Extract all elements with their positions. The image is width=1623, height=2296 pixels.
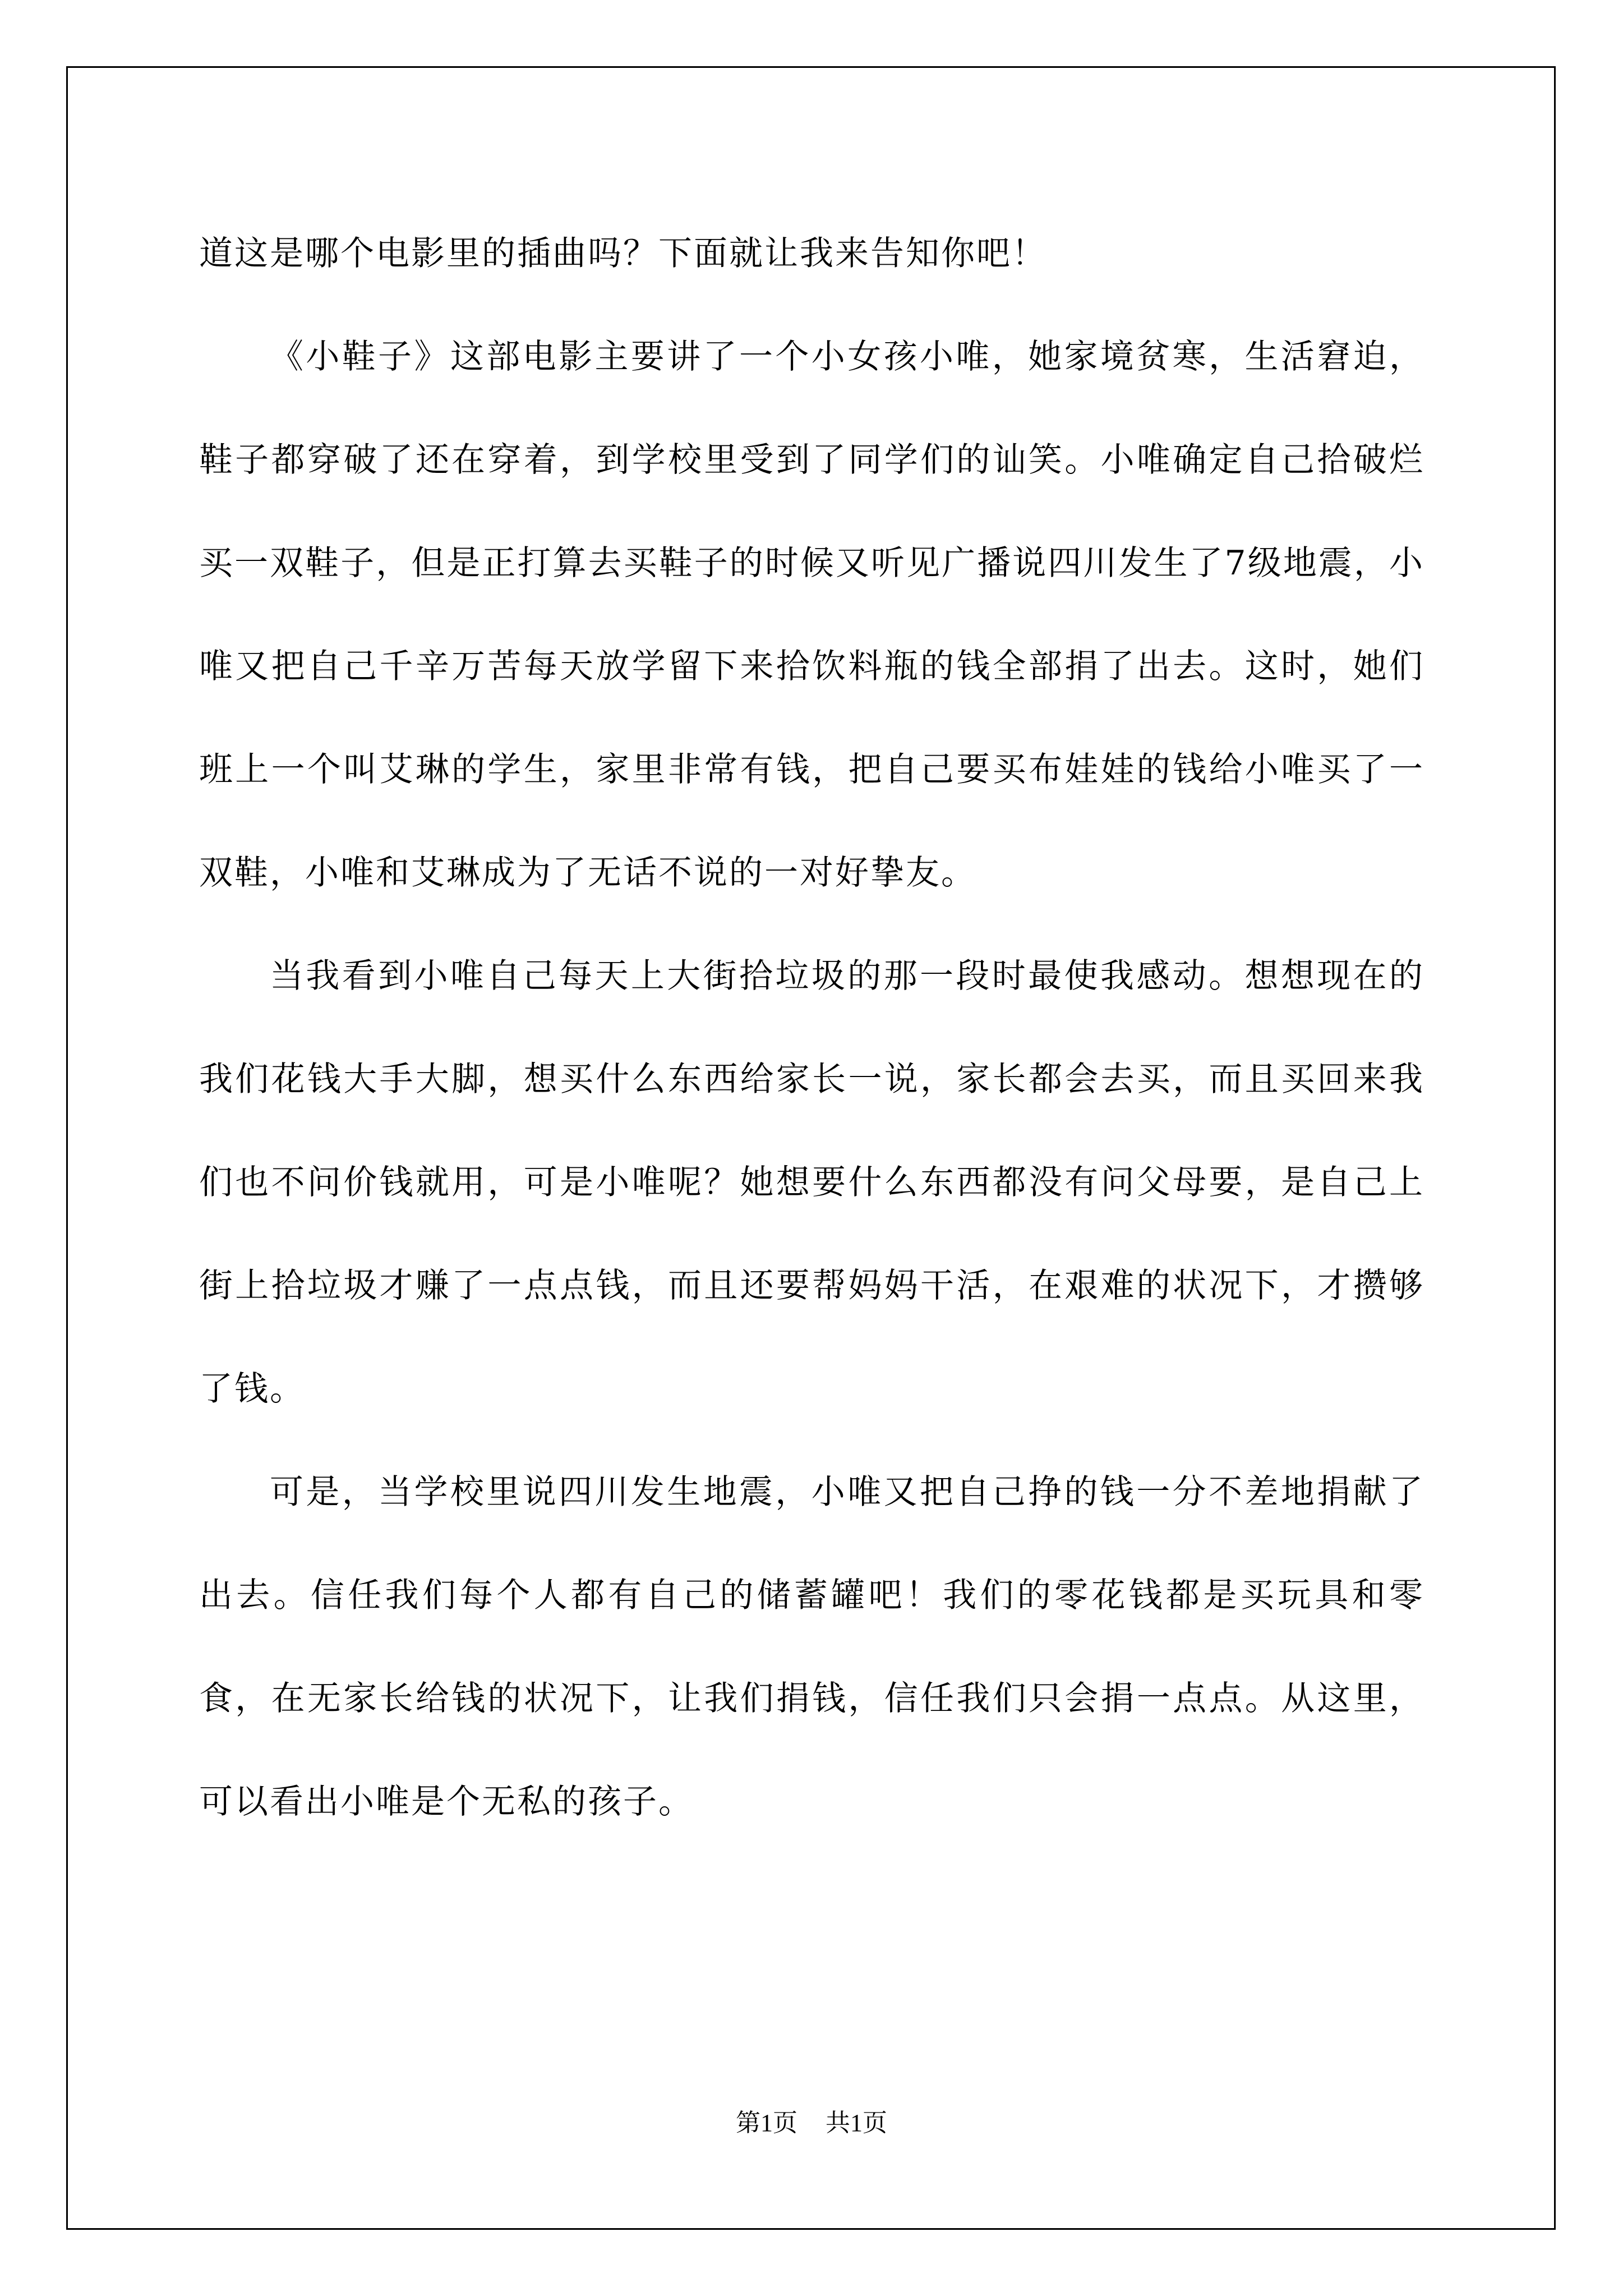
paragraph-3: 当我看到小唯自己每天上大街拾垃圾的那一段时最使我感动。想想现在的我们花钱大手大脚，想买什么东西给家长一说，家长都会去买，而且买回来我们也不问价钱就用，可是小唯呢？她想要什么东西都没有问父母要，是自己上街上拾垃圾才赚了一点点钱，而且还要帮妈妈干活，在艰难的状况下，才攒够了钱。 — [199, 956, 1424, 1409]
paragraph-4: 可是，当学校里说四川发生地震，小唯又把自己挣的钱一分不差地捐献了出去。信任我们每个人都有自己的储蓄罐吧！我们的零花钱都是买玩具和零食，在无家长给钱的状况下，让我们捐钱，信任我们只会捐一点点。从这里，可以看出小唯是个无私的孩子。 — [199, 1473, 1424, 1821]
page-total: 共1页 — [826, 2109, 887, 2137]
page-number: 第1页 — [736, 2109, 797, 2137]
paragraph-2: 《小鞋子》这部电影主要讲了一个小女孩小唯，她家境贫寒，生活窘迫，鞋子都穿破了还在穿着，到学校里受到了同学们的讪笑。小唯确定自己拾破烂买一双鞋子，但是正打算去买鞋子的时候又听见广播说四川发生了7级地震，小唯又把自己千辛万苦每天放学留下来拾饮料瓶的钱全部捐了出去。这时，她们班上一个叫艾琳的学生，家里非常有钱，把自己要买布娃娃的钱给小唯买了一双鞋，小唯和艾琳成为了无话不说的一对好挚友。 — [199, 337, 1424, 892]
document-body — [199, 202, 1424, 1853]
paragraph-1: 道这是哪个电影里的插曲吗？下面就让我来告知你吧！ — [199, 234, 1047, 273]
page-footer — [0, 2106, 1623, 2140]
